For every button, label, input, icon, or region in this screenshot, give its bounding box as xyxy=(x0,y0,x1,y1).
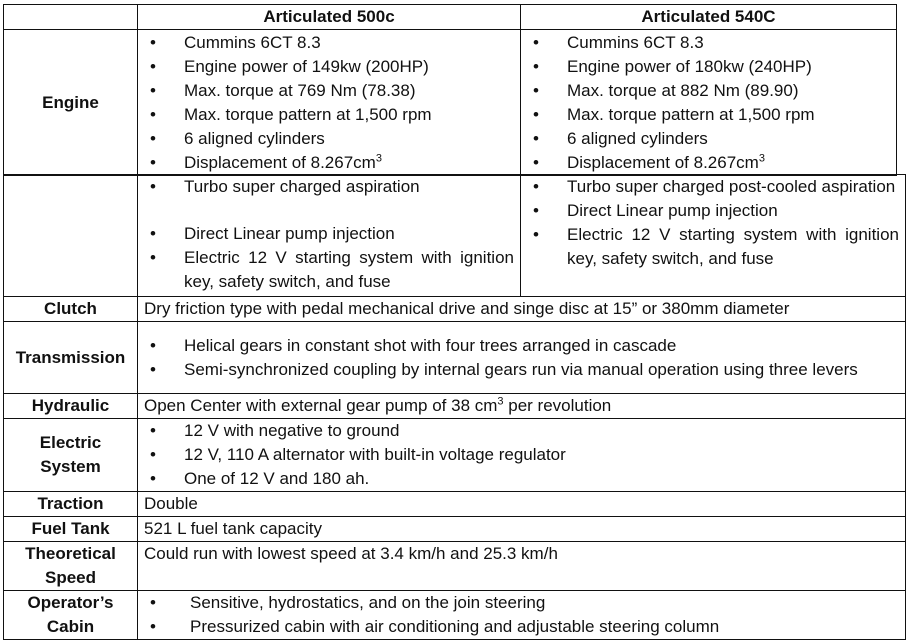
hydraulic-text-b: per revolution xyxy=(503,396,612,415)
list-item: • 12 V with negative to ground xyxy=(144,419,899,443)
list-item: • Turbo super charged post-cooled aspiration xyxy=(527,175,899,199)
clutch-label: Clutch xyxy=(4,297,138,322)
cabin-label-line1: Operator’s xyxy=(27,593,114,612)
engine2-500c-list xyxy=(144,175,514,294)
electric-label xyxy=(4,419,138,492)
fuel-tank-row xyxy=(4,517,906,542)
header-articulated-500c: Articulated 500c xyxy=(138,5,521,30)
list-item: • Semi-synchronized coupling by internal gears run via manual operation using three levers xyxy=(144,358,899,382)
electric-list xyxy=(144,419,899,491)
list-item: • Electric 12 V starting system with ignition key, safety switch, and fuse xyxy=(527,223,899,271)
spec-table-main xyxy=(3,174,906,640)
engine-500c-list xyxy=(144,31,514,175)
list-item: • Sensitive, hydrostatics, and on the join steering xyxy=(144,591,899,615)
engine-continued-label xyxy=(4,175,138,297)
operator-cabin-row xyxy=(4,591,906,640)
hydraulic-value xyxy=(138,394,906,419)
header-articulated-540c: Articulated 540C xyxy=(521,5,897,30)
electric-label-line2: System xyxy=(40,457,101,476)
transmission-list xyxy=(144,334,899,382)
theoretical-speed-label xyxy=(4,542,138,591)
spec-table-engine xyxy=(3,4,897,176)
hydraulic-text-a: Open Center with external gear pump of 38 cm xyxy=(144,396,498,415)
engine2-540c-list xyxy=(527,175,899,271)
list-item: • Electric 12 V starting system with ignition key, safety switch, and fuse xyxy=(144,246,514,294)
list-item: • Max. torque at 769 Nm (78.38) xyxy=(144,79,514,103)
cabin-list xyxy=(144,591,899,639)
list-item: • 6 aligned cylinders xyxy=(144,127,514,151)
engine2-500c-cell xyxy=(138,175,521,297)
theoretical-speed-value: Could run with lowest speed at 3.4 km/h and 25.3 km/h xyxy=(138,542,906,591)
list-item: • 6 aligned cylinders xyxy=(527,127,890,151)
list-item: • Engine power of 149kw (200HP) xyxy=(144,55,514,79)
superscript: 3 xyxy=(758,151,765,164)
operator-cabin-value xyxy=(138,591,906,640)
electric-value xyxy=(138,419,906,492)
list-item: • Cummins 6CT 8.3 xyxy=(527,31,890,55)
list-item xyxy=(527,151,890,175)
list-item: • Cummins 6CT 8.3 xyxy=(144,31,514,55)
list-item: • Turbo super charged aspiration xyxy=(144,175,514,199)
speed-label-line1: Theoretical xyxy=(25,544,116,563)
engine-540c-cell xyxy=(521,30,897,176)
engine-continued-row xyxy=(4,175,906,297)
list-item xyxy=(144,151,514,175)
list-item: • 12 V, 110 A alternator with built-in voltage regulator xyxy=(144,443,899,467)
engine-row xyxy=(4,30,897,176)
traction-value: Double xyxy=(138,492,906,517)
electric-label-line1: Electric xyxy=(39,433,102,452)
transmission-label: Transmission xyxy=(4,322,138,394)
list-item: • Max. torque pattern at 1,500 rpm xyxy=(527,103,890,127)
superscript: 3 xyxy=(375,151,382,164)
list-item: • Max. torque pattern at 1,500 rpm xyxy=(144,103,514,127)
list-item: • One of 12 V and 180 ah. xyxy=(144,467,899,491)
operator-cabin-label xyxy=(4,591,138,640)
speed-label-line2: Speed xyxy=(44,568,97,587)
electric-row xyxy=(4,419,906,492)
transmission-value xyxy=(138,322,906,394)
header-blank xyxy=(4,5,138,30)
list-item: • Engine power of 180kw (240HP) xyxy=(527,55,890,79)
displacement-text: Displacement of 8.267cm xyxy=(184,152,376,172)
header-row xyxy=(4,5,897,30)
fuel-tank-value: 521 L fuel tank capacity xyxy=(138,517,906,542)
list-item: • Direct Linear pump injection xyxy=(144,222,514,246)
superscript: 3 xyxy=(497,395,504,408)
traction-row xyxy=(4,492,906,517)
engine2-540c-cell xyxy=(521,175,906,297)
engine-label: Engine xyxy=(4,30,138,176)
hydraulic-label: Hydraulic xyxy=(4,394,138,419)
engine-500c-cell xyxy=(138,30,521,176)
list-item: • Pressurized cabin with air conditioning and adjustable steering column xyxy=(144,615,899,639)
list-item: • Helical gears in constant shot with four trees arranged in cascade xyxy=(144,334,899,358)
clutch-value: Dry friction type with pedal mechanical drive and singe disc at 15” or 380mm diameter xyxy=(138,297,906,322)
clutch-row xyxy=(4,297,906,322)
cabin-label-line2: Cabin xyxy=(46,617,95,636)
list-item: • Max. torque at 882 Nm (89.90) xyxy=(527,79,890,103)
fuel-tank-label: Fuel Tank xyxy=(4,517,138,542)
theoretical-speed-row xyxy=(4,542,906,591)
engine-540c-list xyxy=(527,31,890,175)
displacement-text: Displacement of 8.267cm xyxy=(567,152,759,172)
hydraulic-row xyxy=(4,394,906,419)
transmission-row xyxy=(4,322,906,394)
list-item: • Direct Linear pump injection xyxy=(527,199,899,223)
traction-label: Traction xyxy=(4,492,138,517)
